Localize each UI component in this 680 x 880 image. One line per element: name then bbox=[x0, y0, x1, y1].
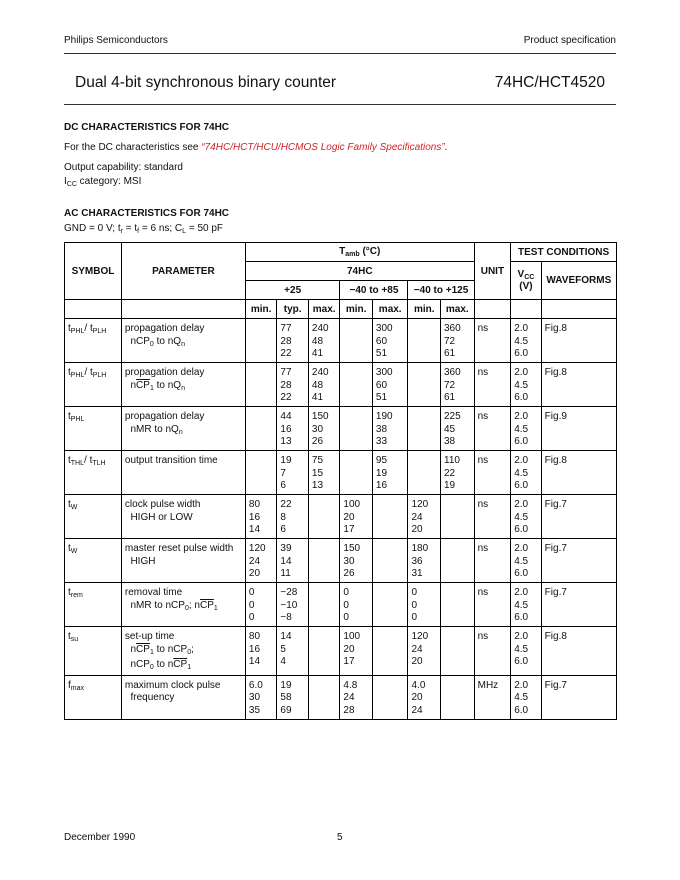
part-number: 74HC/HCT4520 bbox=[494, 74, 605, 91]
cell-min-85: 100 20 17 bbox=[340, 627, 373, 676]
cell-min-85 bbox=[340, 451, 373, 495]
cell-max-25 bbox=[308, 675, 340, 719]
cell-max-25 bbox=[308, 627, 340, 676]
cell-vcc: 2.0 4.5 6.0 bbox=[511, 675, 541, 719]
cell-symbol: $t_{rem}$ bbox=[65, 583, 122, 627]
cell-max-125: 225 45 38 bbox=[441, 407, 475, 451]
dc-heading: DC CHARACTERISTICS FOR 74HC bbox=[64, 122, 230, 133]
cell-min-125: 120 24 20 bbox=[408, 627, 441, 676]
footer-date: December 1990 bbox=[64, 832, 136, 843]
cell-min-125: 4.0 20 24 bbox=[408, 675, 441, 719]
cell-max-25 bbox=[308, 583, 340, 627]
cell-vcc: 2.0 4.5 6.0 bbox=[511, 495, 541, 539]
icc-suffix: category: MSI bbox=[76, 176, 142, 187]
cell-min-85: 4.8 24 28 bbox=[340, 675, 373, 719]
cell-min-85: 150 30 26 bbox=[340, 539, 373, 583]
col-max-125: max. bbox=[441, 300, 475, 319]
col-test-conditions: TEST CONDITIONS bbox=[511, 243, 617, 262]
cell-symbol: $t_{PHL}/$ $t_{PLH}$ bbox=[65, 363, 122, 407]
cell-max-85: 95 19 16 bbox=[372, 451, 408, 495]
cell-max-85 bbox=[372, 539, 408, 583]
cell-max-125 bbox=[441, 583, 475, 627]
col-min-85: min. bbox=[340, 300, 373, 319]
cell-vcc: 2.0 4.5 6.0 bbox=[511, 363, 541, 407]
col-parameter: PARAMETER bbox=[121, 243, 245, 300]
cell-typ-25: 19 7 6 bbox=[277, 451, 309, 495]
cond-l-sub: L bbox=[182, 228, 187, 235]
cell-min-25 bbox=[245, 319, 277, 363]
table-row bbox=[65, 583, 617, 627]
icc-prefix: I bbox=[64, 176, 67, 187]
cell-typ-25: −28 −10 −8 bbox=[277, 583, 309, 627]
cell-max-125 bbox=[441, 627, 475, 676]
cell-max-125 bbox=[441, 675, 475, 719]
cell-unit: MHz bbox=[474, 675, 511, 719]
cell-waveform: Fig.8 bbox=[541, 319, 616, 363]
document-title: Dual 4-bit synchronous binary counter bbox=[75, 74, 337, 91]
ac-conditions bbox=[64, 223, 223, 235]
cell-typ-25: 22 8 6 bbox=[277, 495, 309, 539]
cell-max-85 bbox=[372, 627, 408, 676]
cell-min-125: 0 0 0 bbox=[408, 583, 441, 627]
cell-parameter: propagation delay nCP$_0$ to $nQ_n$ bbox=[121, 319, 245, 363]
cell-min-125 bbox=[408, 451, 441, 495]
cell-min-25: 6.0 30 35 bbox=[245, 675, 277, 719]
cell-waveform: Fig.7 bbox=[541, 539, 616, 583]
col-max-25: max. bbox=[308, 300, 340, 319]
cell-min-125 bbox=[408, 319, 441, 363]
ac-characteristics-table bbox=[64, 242, 617, 720]
header-company: Philips Semiconductors bbox=[64, 35, 168, 46]
col-min-25: min. bbox=[245, 300, 277, 319]
tamb-sub: amb bbox=[345, 251, 360, 258]
cell-max-25: 240 48 41 bbox=[308, 363, 340, 407]
cell-symbol: $t_W$ bbox=[65, 495, 122, 539]
col-range-85: −40 to +85 bbox=[340, 281, 408, 300]
cell-min-25: 80 16 14 bbox=[245, 627, 277, 676]
cell-waveform: Fig.7 bbox=[541, 583, 616, 627]
cell-unit: ns bbox=[474, 407, 511, 451]
cell-parameter: set-up time $n\overline{CP}_1$ to nCP$_0$; nCP$_0$ to $n\overline{CP}_1$ bbox=[121, 627, 245, 676]
cell-min-85 bbox=[340, 319, 373, 363]
cell-min-85: 0 0 0 bbox=[340, 583, 373, 627]
cell-vcc: 2.0 4.5 6.0 bbox=[511, 451, 541, 495]
icc-category bbox=[64, 176, 141, 188]
cell-typ-25: 77 28 22 bbox=[277, 319, 309, 363]
blank-param-sub bbox=[121, 300, 245, 319]
footer-page-number: 5 bbox=[337, 832, 343, 843]
cell-symbol: $t_{su}$ bbox=[65, 627, 122, 676]
cell-typ-25: 39 14 11 bbox=[277, 539, 309, 583]
blank-wave-sub bbox=[541, 300, 616, 319]
table-row bbox=[65, 319, 617, 363]
col-max-85: max. bbox=[372, 300, 408, 319]
cond-f-sub: f bbox=[137, 228, 140, 235]
cell-parameter: maximum clock pulse frequency bbox=[121, 675, 245, 719]
cell-typ-25: 44 16 13 bbox=[277, 407, 309, 451]
cell-min-85: 100 20 17 bbox=[340, 495, 373, 539]
cell-min-25: 80 16 14 bbox=[245, 495, 277, 539]
cell-parameter: master reset pulse width HIGH bbox=[121, 539, 245, 583]
cell-min-25 bbox=[245, 407, 277, 451]
col-tamb bbox=[245, 243, 474, 262]
tamb-prefix: T bbox=[339, 246, 346, 257]
cell-min-125 bbox=[408, 407, 441, 451]
cell-waveform: Fig.8 bbox=[541, 451, 616, 495]
cell-waveform: Fig.8 bbox=[541, 627, 616, 676]
blank-symbol-sub bbox=[65, 300, 122, 319]
cell-parameter: propagation delay $n\overline{CP}_1$ to $nQ_n$ bbox=[121, 363, 245, 407]
cell-parameter: clock pulse width HIGH or LOW bbox=[121, 495, 245, 539]
cond-eq3: = 50 pF bbox=[186, 223, 224, 234]
cell-unit: ns bbox=[474, 363, 511, 407]
cell-unit: ns bbox=[474, 583, 511, 627]
cell-waveform: Fig.7 bbox=[541, 675, 616, 719]
cell-vcc: 2.0 4.5 6.0 bbox=[511, 407, 541, 451]
cell-min-125 bbox=[408, 363, 441, 407]
tamb-suffix: (°C) bbox=[359, 246, 381, 257]
col-typ-25: typ. bbox=[277, 300, 309, 319]
ac-heading: AC CHARACTERISTICS FOR 74HC bbox=[64, 208, 230, 219]
dc-reference-prefix: For the DC characteristics see bbox=[64, 142, 202, 153]
col-range-25: +25 bbox=[245, 281, 340, 300]
cell-max-25: 240 48 41 bbox=[308, 319, 340, 363]
cell-vcc: 2.0 4.5 6.0 bbox=[511, 539, 541, 583]
cell-waveform: Fig.8 bbox=[541, 363, 616, 407]
cell-unit: ns bbox=[474, 539, 511, 583]
cell-symbol: $t_W$ bbox=[65, 539, 122, 583]
cell-parameter: removal time nMR to nCP$_0$; $n\overline{CP}_1$ bbox=[121, 583, 245, 627]
vcc-sub: CC bbox=[524, 274, 535, 281]
col-waveforms: WAVEFORMS bbox=[541, 262, 616, 300]
cell-max-125 bbox=[441, 495, 475, 539]
cell-max-85 bbox=[372, 675, 408, 719]
col-vcc bbox=[511, 262, 541, 300]
cell-min-85 bbox=[340, 363, 373, 407]
cell-min-25 bbox=[245, 451, 277, 495]
table-row bbox=[65, 495, 617, 539]
dc-reference-suffix: . bbox=[444, 142, 448, 153]
table-row bbox=[65, 675, 617, 719]
col-family: 74HC bbox=[245, 262, 474, 281]
dc-reference bbox=[64, 142, 447, 153]
table-row bbox=[65, 363, 617, 407]
col-symbol: SYMBOL bbox=[65, 243, 122, 300]
icc-sub: CC bbox=[66, 181, 77, 188]
cond-eq2: = 6 ns; C bbox=[139, 223, 183, 234]
cell-typ-25: 77 28 22 bbox=[277, 363, 309, 407]
vcc-prefix: V bbox=[517, 269, 525, 280]
cell-max-85: 300 60 51 bbox=[372, 363, 408, 407]
cell-unit: ns bbox=[474, 319, 511, 363]
cell-max-125: 360 72 61 bbox=[441, 319, 475, 363]
table-row bbox=[65, 451, 617, 495]
blank-unit-sub bbox=[474, 300, 511, 319]
cell-min-25 bbox=[245, 363, 277, 407]
cell-symbol: $f_{max}$ bbox=[65, 675, 122, 719]
table-row bbox=[65, 627, 617, 676]
dc-spec-link[interactable]: “74HC/HCT/HCU/HCMOS Logic Family Specifications” bbox=[201, 142, 445, 153]
output-capability: Output capability: standard bbox=[64, 162, 183, 173]
cell-unit: ns bbox=[474, 451, 511, 495]
cell-min-125: 120 24 20 bbox=[408, 495, 441, 539]
cell-max-85 bbox=[372, 495, 408, 539]
cell-max-125 bbox=[441, 539, 475, 583]
cell-min-125: 180 36 31 bbox=[408, 539, 441, 583]
cell-parameter: output transition time bbox=[121, 451, 245, 495]
cell-waveform: Fig.9 bbox=[541, 407, 616, 451]
cell-vcc: 2.0 4.5 6.0 bbox=[511, 319, 541, 363]
cond-gnd: GND = 0 V; t bbox=[64, 223, 121, 234]
cell-max-25 bbox=[308, 539, 340, 583]
cell-typ-25: 19 58 69 bbox=[277, 675, 309, 719]
table-row bbox=[65, 539, 617, 583]
cell-parameter: propagation delay nMR to $nQ_n$ bbox=[121, 407, 245, 451]
vcc-unit: (V) bbox=[519, 281, 533, 292]
cell-max-25: 150 30 26 bbox=[308, 407, 340, 451]
col-range-125: −40 to +125 bbox=[408, 281, 474, 300]
cell-max-25 bbox=[308, 495, 340, 539]
col-min-125: min. bbox=[408, 300, 441, 319]
cell-symbol: $t_{THL}/$ $t_{TLH}$ bbox=[65, 451, 122, 495]
cell-min-85 bbox=[340, 407, 373, 451]
col-unit: UNIT bbox=[474, 243, 511, 300]
cell-max-125: 110 22 19 bbox=[441, 451, 475, 495]
header-rule bbox=[64, 53, 616, 54]
cell-vcc: 2.0 4.5 6.0 bbox=[511, 583, 541, 627]
blank-vcc-sub bbox=[511, 300, 541, 319]
cell-symbol: $t_{PHL}/$ $t_{PLH}$ bbox=[65, 319, 122, 363]
cell-max-85 bbox=[372, 583, 408, 627]
cell-typ-25: 14 5 4 bbox=[277, 627, 309, 676]
ac-table-body bbox=[65, 319, 617, 720]
title-rule bbox=[64, 104, 616, 105]
cell-waveform: Fig.7 bbox=[541, 495, 616, 539]
cell-vcc: 2.0 4.5 6.0 bbox=[511, 627, 541, 676]
cell-unit: ns bbox=[474, 627, 511, 676]
cell-max-125: 360 72 61 bbox=[441, 363, 475, 407]
cell-min-25: 0 0 0 bbox=[245, 583, 277, 627]
cell-max-85: 190 38 33 bbox=[372, 407, 408, 451]
cell-unit: ns bbox=[474, 495, 511, 539]
table-row bbox=[65, 407, 617, 451]
cell-symbol: $t_{PHL}$ bbox=[65, 407, 122, 451]
cell-max-25: 75 15 13 bbox=[308, 451, 340, 495]
cond-r-sub: r bbox=[120, 228, 123, 235]
header-doc-type: Product specification bbox=[523, 35, 616, 46]
cell-min-25: 120 24 20 bbox=[245, 539, 277, 583]
cell-max-85: 300 60 51 bbox=[372, 319, 408, 363]
cond-eq1: = t bbox=[122, 223, 138, 234]
